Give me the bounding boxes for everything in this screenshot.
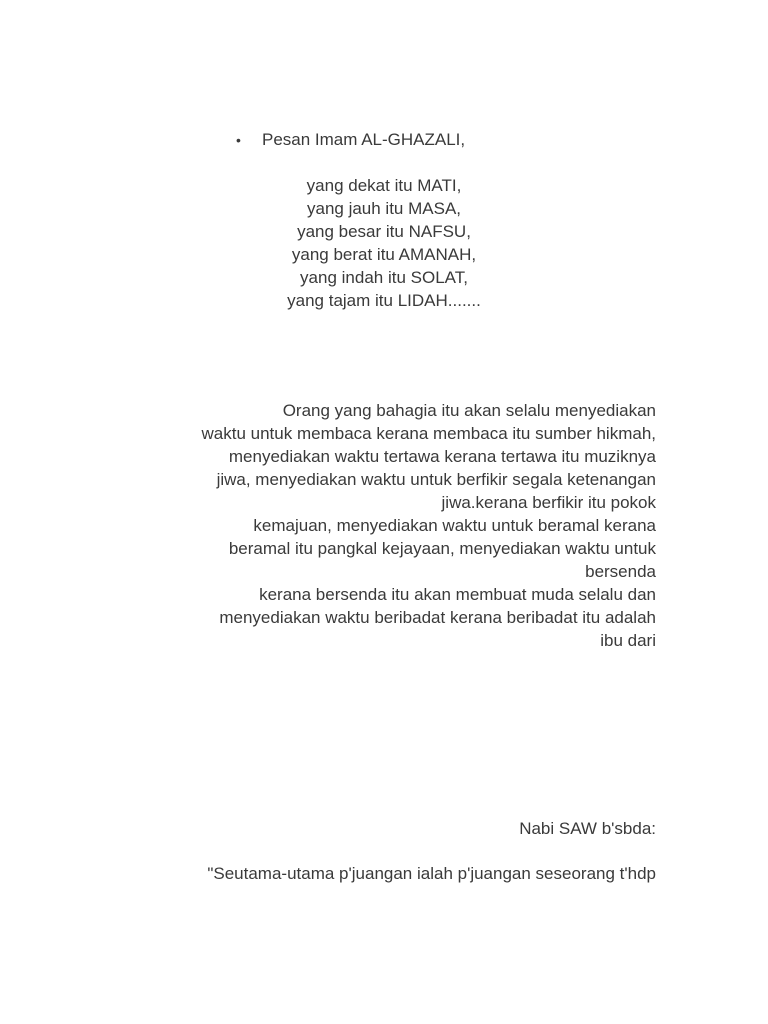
paragraph-line: ibu dari bbox=[600, 631, 656, 650]
body-paragraph bbox=[110, 399, 656, 652]
quote-line: yang dekat itu MATI, bbox=[306, 176, 462, 195]
paragraph-line: beramal itu pangkal kejayaan, menyediakan waktu untuk bbox=[228, 539, 656, 558]
quote-line: yang tajam itu LIDAH....... bbox=[287, 291, 481, 310]
quote-list bbox=[184, 174, 584, 312]
quote-line: yang jauh itu MASA, bbox=[306, 199, 462, 218]
heading-text: Pesan Imam AL-GHAZALI, bbox=[262, 130, 466, 149]
heading bbox=[236, 128, 465, 152]
paragraph-line: jiwa, menyediakan waktu untuk berfikir segala ketenangan bbox=[216, 470, 656, 489]
quote-line: yang berat itu AMANAH, bbox=[291, 245, 477, 264]
paragraph-line: menyediakan waktu beribadat kerana beribadat itu adalah bbox=[219, 608, 656, 627]
paragraph-line: waktu untuk membaca kerana membaca itu sumber hikmah, bbox=[201, 424, 656, 443]
quote-line: yang indah itu SOLAT, bbox=[300, 268, 468, 287]
quote-line: yang besar itu NAFSU, bbox=[297, 222, 471, 241]
paragraph-line: bersenda bbox=[585, 562, 656, 581]
nabi-heading: Nabi SAW b'sbda: bbox=[519, 819, 656, 838]
paragraph-line: kerana bersenda itu akan membuat muda selalu dan bbox=[259, 585, 656, 604]
paragraph-line: kemajuan, menyediakan waktu untuk beramal kerana bbox=[253, 516, 656, 535]
hadith-line: "Seutama-utama p'juangan ialah p'juangan seseorang t'hdp bbox=[207, 864, 656, 883]
bullet-icon: • bbox=[236, 132, 241, 148]
paragraph-line: jiwa.kerana berfikir itu pokok bbox=[441, 493, 656, 512]
paragraph-line: Orang yang bahagia itu akan selalu menyediakan bbox=[282, 401, 656, 420]
paragraph-line: menyediakan waktu tertawa kerana tertawa itu muziknya bbox=[228, 447, 656, 466]
